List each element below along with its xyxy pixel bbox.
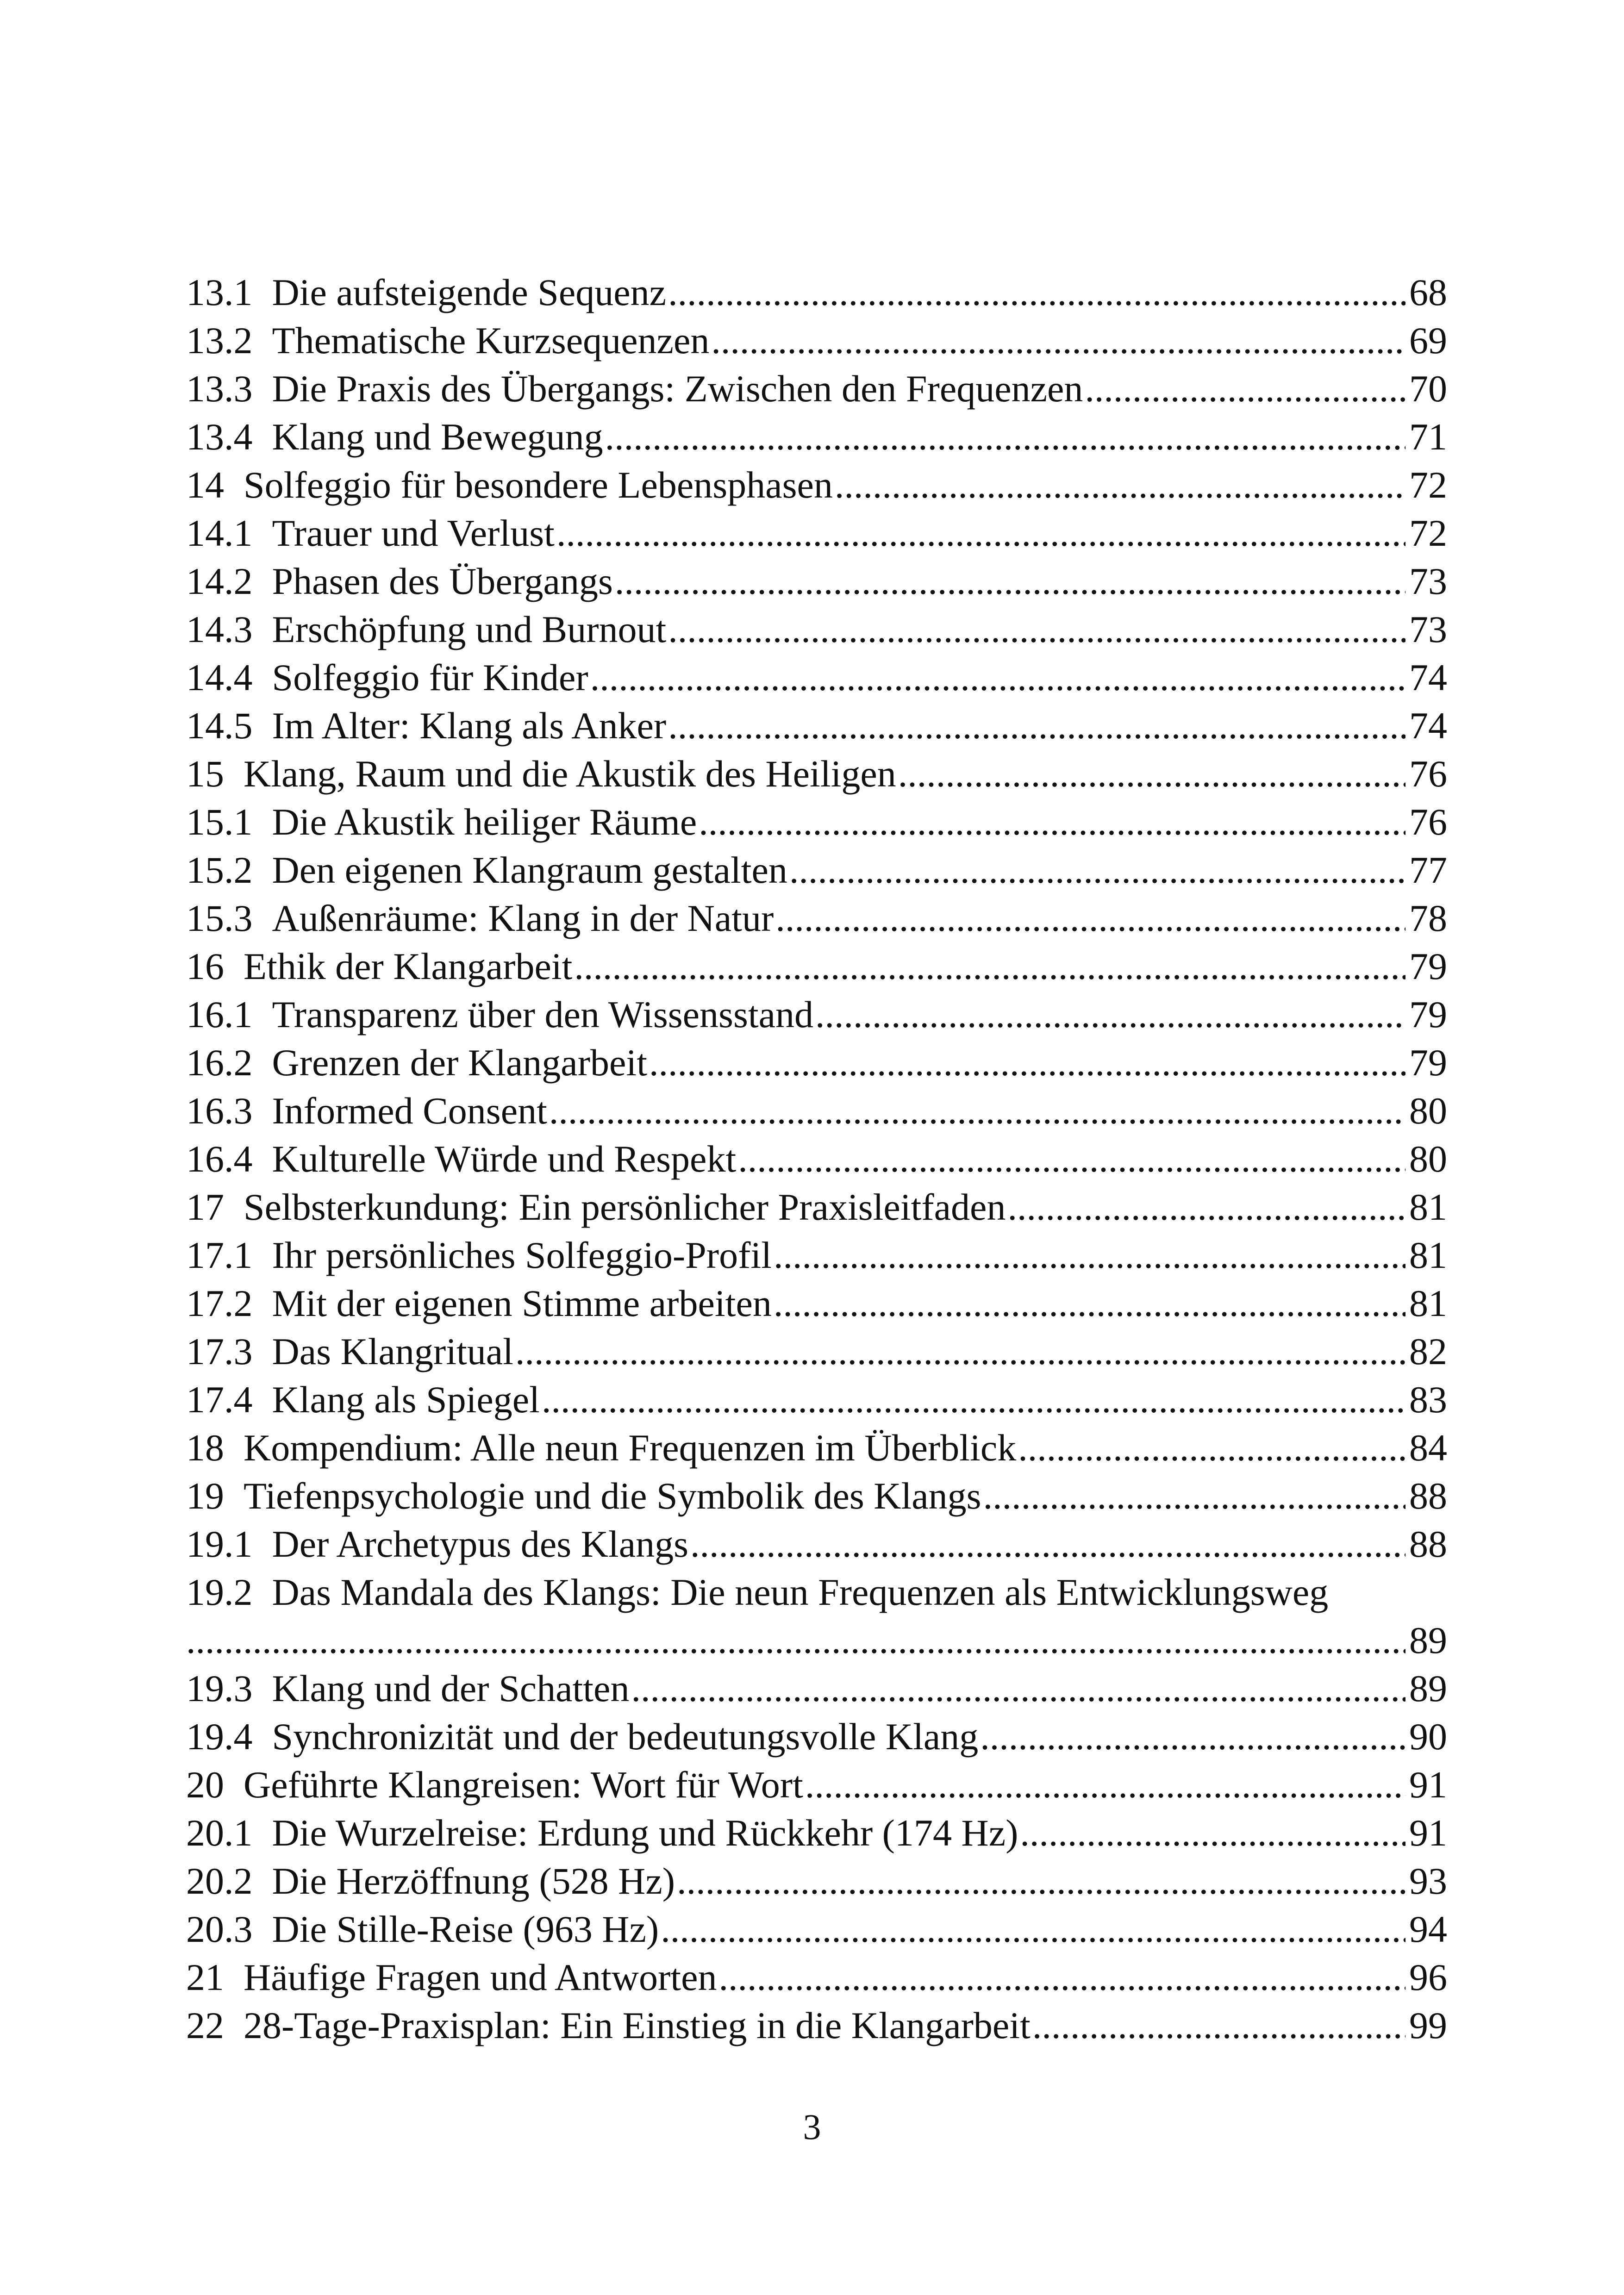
- toc-entry-page: 77: [1409, 849, 1447, 891]
- toc-entry-title: Die aufsteigende Sequenz: [272, 271, 667, 313]
- toc-entry-page: 84: [1409, 1427, 1447, 1469]
- toc-entry-number: 17: [186, 1186, 224, 1228]
- toc-entry-number: 16.3: [186, 1090, 253, 1132]
- toc-leader-dots: [668, 702, 1405, 750]
- toc-entry[interactable]: [186, 798, 1447, 846]
- toc-entry-page: 78: [1409, 897, 1447, 939]
- toc-entry-title: Ethik der Klangarbeit: [244, 945, 573, 987]
- toc-entry-number: 17.1: [186, 1234, 253, 1276]
- toc-entry[interactable]: [186, 1713, 1447, 1761]
- toc-entry-page: 83: [1409, 1378, 1447, 1421]
- toc-entry-page: 99: [1409, 2004, 1447, 2046]
- toc-entry-page: 82: [1409, 1330, 1447, 1372]
- toc-entry-page: 96: [1409, 1956, 1447, 1998]
- toc-entry-number: 16.4: [186, 1138, 253, 1180]
- toc-entry[interactable]: [186, 1472, 1447, 1520]
- toc-entry-page: 72: [1409, 512, 1447, 554]
- toc-entry-page: 72: [1409, 464, 1447, 506]
- toc-entry[interactable]: [186, 1520, 1447, 1568]
- toc-entry-title: Klang und der Schatten: [272, 1667, 630, 1709]
- toc-entry-number: 17.3: [186, 1330, 253, 1372]
- toc-entry-page: 76: [1409, 801, 1447, 843]
- toc-leader-dots: [574, 942, 1405, 991]
- toc-entry-page: 79: [1409, 993, 1447, 1035]
- toc-entry[interactable]: [186, 1761, 1447, 1809]
- toc-entry-page: 73: [1409, 608, 1447, 650]
- toc-entry-number: 13.3: [186, 368, 253, 410]
- toc-entry-page: 70: [1409, 368, 1447, 410]
- page-number: 3: [803, 2107, 821, 2147]
- toc-entry-number: 13.1: [186, 271, 253, 313]
- toc-entry-number: 21: [186, 1956, 224, 1998]
- toc-entry-title: Das Mandala des Klangs: Die neun Frequenzen als Entwicklungsweg: [272, 1571, 1329, 1613]
- toc-entry-title: Selbsterkundung: Ein persönlicher Praxisleitfaden: [244, 1186, 1006, 1228]
- toc-entry-title: Klang und Bewegung: [272, 416, 603, 458]
- toc-entry[interactable]: [186, 2002, 1447, 2050]
- toc-entry-title: Transparenz über den Wissensstand: [272, 993, 814, 1035]
- toc-entry[interactable]: [186, 654, 1447, 702]
- toc-entry-title: Außenräume: Klang in der Natur: [272, 897, 774, 939]
- toc-entry-title: Informed Consent: [272, 1090, 547, 1132]
- toc-entry-title: Häufige Fragen und Antworten: [244, 1956, 717, 1998]
- toc-leader-dots: [668, 605, 1405, 654]
- toc-leader-dots: [515, 1328, 1405, 1376]
- toc-entry-title: Klang, Raum und die Akustik des Heiligen: [244, 753, 896, 795]
- toc-leader-dots: [1020, 1809, 1405, 1857]
- toc-leader-dots: [775, 894, 1405, 942]
- toc-entry[interactable]: [186, 1905, 1447, 1953]
- toc-entry-number: 20: [186, 1764, 224, 1806]
- toc-entry-page: 71: [1409, 416, 1447, 458]
- toc-entry-page: 88: [1409, 1523, 1447, 1565]
- toc-entry-title: Kompendium: Alle neun Frequenzen im Überblick: [244, 1427, 1017, 1469]
- toc-entry-number: 19.4: [186, 1715, 253, 1758]
- toc-leader-dots: [983, 1472, 1405, 1520]
- toc-entry-title: 28-Tage-Praxisplan: Ein Einstieg in die Klangarbeit: [244, 2004, 1031, 2046]
- toc-entry-title: Grenzen der Klangarbeit: [272, 1041, 647, 1084]
- toc-leader-dots: [774, 1231, 1405, 1279]
- toc-entry-number: 16: [186, 945, 224, 987]
- toc-entry-title: Solfeggio für besondere Lebensphasen: [244, 464, 833, 506]
- toc-entry-page: 80: [1409, 1090, 1447, 1132]
- toc-leader-dots: [590, 654, 1405, 702]
- toc-entry[interactable]: [186, 1231, 1447, 1279]
- toc-entry[interactable]: [186, 365, 1447, 413]
- toc-entry-number: 15.3: [186, 897, 253, 939]
- toc-entry-page: 74: [1409, 705, 1447, 747]
- toc-entry-title: Klang als Spiegel: [272, 1378, 540, 1421]
- toc-entry[interactable]: [186, 1809, 1447, 1857]
- toc-entry-number: 15.2: [186, 849, 253, 891]
- toc-entry-page: 89: [1409, 1619, 1447, 1661]
- toc-leader-dots: [980, 1713, 1405, 1761]
- toc-entry[interactable]: [186, 317, 1447, 365]
- toc-entry[interactable]: [186, 1183, 1447, 1231]
- toc-entry-page: 68: [1409, 271, 1447, 313]
- toc-leader-dots: [631, 1665, 1405, 1713]
- toc-entry-number: 17.4: [186, 1378, 253, 1421]
- toc-entry[interactable]: [186, 1857, 1447, 1905]
- toc-entry-title: Das Klangritual: [272, 1330, 513, 1372]
- toc-leader-dots: [815, 991, 1405, 1039]
- toc-entry-number: 19.1: [186, 1523, 253, 1565]
- toc-entry-title: Die Akustik heiliger Räume: [272, 801, 697, 843]
- toc-leader-dots: [615, 557, 1405, 605]
- toc-leader-dots: [605, 413, 1405, 461]
- toc-entry-number: 14.5: [186, 705, 253, 747]
- toc-entry-title: Der Archetypus des Klangs: [272, 1523, 689, 1565]
- toc-entry-number: 14.3: [186, 608, 253, 650]
- toc-leader-dots: [835, 461, 1405, 509]
- toc-entry[interactable]: [186, 846, 1447, 894]
- toc-entry-page: 74: [1409, 656, 1447, 698]
- toc-leader-dots: [549, 1087, 1405, 1135]
- toc-entry-number: 15.1: [186, 801, 253, 843]
- toc-entry-page: 81: [1409, 1282, 1447, 1324]
- toc-entry[interactable]: [186, 942, 1447, 991]
- toc-entry-title: Im Alter: Klang als Anker: [272, 705, 667, 747]
- toc-entry[interactable]: [186, 413, 1447, 461]
- toc-entry-page: 73: [1409, 560, 1447, 602]
- toc-leader-dots: [1007, 1183, 1405, 1231]
- toc-entry-title: Trauer und Verlust: [272, 512, 555, 554]
- toc-leader-dots: [677, 1857, 1405, 1905]
- toc-entry-title: Ihr persönliches Solfeggio-Profil: [272, 1234, 772, 1276]
- toc-entry[interactable]: [186, 1279, 1447, 1328]
- toc-leader-dots: [738, 1135, 1405, 1183]
- toc-leader-dots: [1018, 1424, 1405, 1472]
- toc-entry-title: Mit der eigenen Stimme arbeiten: [272, 1282, 772, 1324]
- toc-entry-title: Die Wurzelreise: Erdung und Rückkehr (174 Hz): [272, 1812, 1018, 1854]
- toc-entry-page: 88: [1409, 1475, 1447, 1517]
- toc-leader-dots: [690, 1520, 1405, 1568]
- toc-entry-page: 80: [1409, 1138, 1447, 1180]
- toc-entry-page: 79: [1409, 945, 1447, 987]
- toc-entry-title: Phasen des Übergangs: [272, 560, 613, 602]
- toc-leader-dots: [898, 750, 1405, 798]
- toc-entry[interactable]: [186, 1424, 1447, 1472]
- toc-entry[interactable]: [186, 1039, 1447, 1087]
- toc-entry-title: Den eigenen Klangraum gestalten: [272, 849, 787, 891]
- toc-entry[interactable]: [186, 991, 1447, 1039]
- toc-leader-dots: [711, 317, 1405, 365]
- toc-entry-number: 22: [186, 2004, 224, 2046]
- toc-entry-number: 17.2: [186, 1282, 253, 1324]
- toc-leader-dots: [668, 268, 1405, 317]
- toc-entry-number: 19.3: [186, 1667, 253, 1709]
- toc-entry-number: 20.1: [186, 1812, 253, 1854]
- toc-leader-dots: [805, 1761, 1405, 1809]
- toc-entry[interactable]: [186, 1953, 1447, 2002]
- toc-leader-dots: [789, 846, 1405, 894]
- toc-entry-page: 81: [1409, 1186, 1447, 1228]
- toc-entry-number: 13.4: [186, 416, 253, 458]
- toc-entry[interactable]: [186, 1135, 1447, 1183]
- toc-entry-number: 15: [186, 753, 224, 795]
- toc-leader-dots: [556, 509, 1405, 557]
- toc-entry[interactable]: [186, 605, 1447, 654]
- toc-leader-dots: [186, 1616, 1405, 1665]
- toc-leader-dots: [542, 1376, 1405, 1424]
- toc-entry-title: Die Herzöffnung (528 Hz): [272, 1860, 675, 1902]
- toc-entry[interactable]: [186, 268, 1447, 317]
- toc-entry[interactable]: [186, 1568, 1447, 1665]
- toc-entry-number: 16.2: [186, 1041, 253, 1084]
- toc-entry-page: 91: [1409, 1764, 1447, 1806]
- toc-entry-page: 91: [1409, 1812, 1447, 1854]
- toc-leader-dots: [649, 1039, 1405, 1087]
- toc-leader-dots: [1032, 2002, 1405, 2050]
- toc-leader-dots: [1085, 365, 1405, 413]
- toc-entry-number: 19: [186, 1475, 224, 1517]
- toc-entry-title: Geführte Klangreisen: Wort für Wort: [244, 1764, 803, 1806]
- toc-entry-title: Synchronizität und der bedeutungsvolle Klang: [272, 1715, 979, 1758]
- toc-entry-title: Thematische Kurzsequenzen: [272, 319, 710, 362]
- toc-entry[interactable]: [186, 1376, 1447, 1424]
- toc-entry-page: 93: [1409, 1860, 1447, 1902]
- toc-entry-title: Kulturelle Würde und Respekt: [272, 1138, 737, 1180]
- toc-entry[interactable]: [186, 1087, 1447, 1135]
- toc-entry-title: Tiefenpsychologie und die Symbolik des Klangs: [244, 1475, 981, 1517]
- toc-entry-number: 13.2: [186, 319, 253, 362]
- toc-entry-page: 81: [1409, 1234, 1447, 1276]
- toc-leader-dots: [718, 1953, 1405, 2002]
- table-of-contents: [186, 268, 1447, 2050]
- toc-entry-number: 14: [186, 464, 224, 506]
- toc-entry-page: 76: [1409, 753, 1447, 795]
- toc-entry-number: 18: [186, 1427, 224, 1469]
- toc-entry[interactable]: [186, 894, 1447, 942]
- toc-entry[interactable]: [186, 702, 1447, 750]
- toc-entry-number: 14.2: [186, 560, 253, 602]
- toc-entry-title: Solfeggio für Kinder: [272, 656, 588, 698]
- toc-entry-number: 20.2: [186, 1860, 253, 1902]
- toc-entry[interactable]: [186, 750, 1447, 798]
- toc-entry-number: 14.4: [186, 656, 253, 698]
- toc-leader-dots: [774, 1279, 1405, 1328]
- toc-entry[interactable]: [186, 461, 1447, 509]
- toc-entry[interactable]: [186, 509, 1447, 557]
- toc-entry-page: 79: [1409, 1041, 1447, 1084]
- toc-leader-dots: [661, 1905, 1405, 1953]
- toc-entry-number: 20.3: [186, 1908, 253, 1950]
- toc-entry-page: 94: [1409, 1908, 1447, 1950]
- toc-entry[interactable]: [186, 557, 1447, 605]
- toc-entry-title: Erschöpfung und Burnout: [272, 608, 667, 650]
- toc-entry-page: 90: [1409, 1715, 1447, 1758]
- toc-entry-page: 69: [1409, 319, 1447, 362]
- toc-entry-page: 89: [1409, 1667, 1447, 1709]
- toc-entry[interactable]: [186, 1665, 1447, 1713]
- toc-entry-title: Die Praxis des Übergangs: Zwischen den Frequenzen: [272, 368, 1083, 410]
- toc-entry-title: Die Stille-Reise (963 Hz): [272, 1908, 659, 1950]
- toc-entry-number: 14.1: [186, 512, 253, 554]
- toc-entry[interactable]: [186, 1328, 1447, 1376]
- toc-entry-number: 16.1: [186, 993, 253, 1035]
- toc-leader-dots: [699, 798, 1405, 846]
- toc-entry-number: 19.2: [186, 1571, 253, 1613]
